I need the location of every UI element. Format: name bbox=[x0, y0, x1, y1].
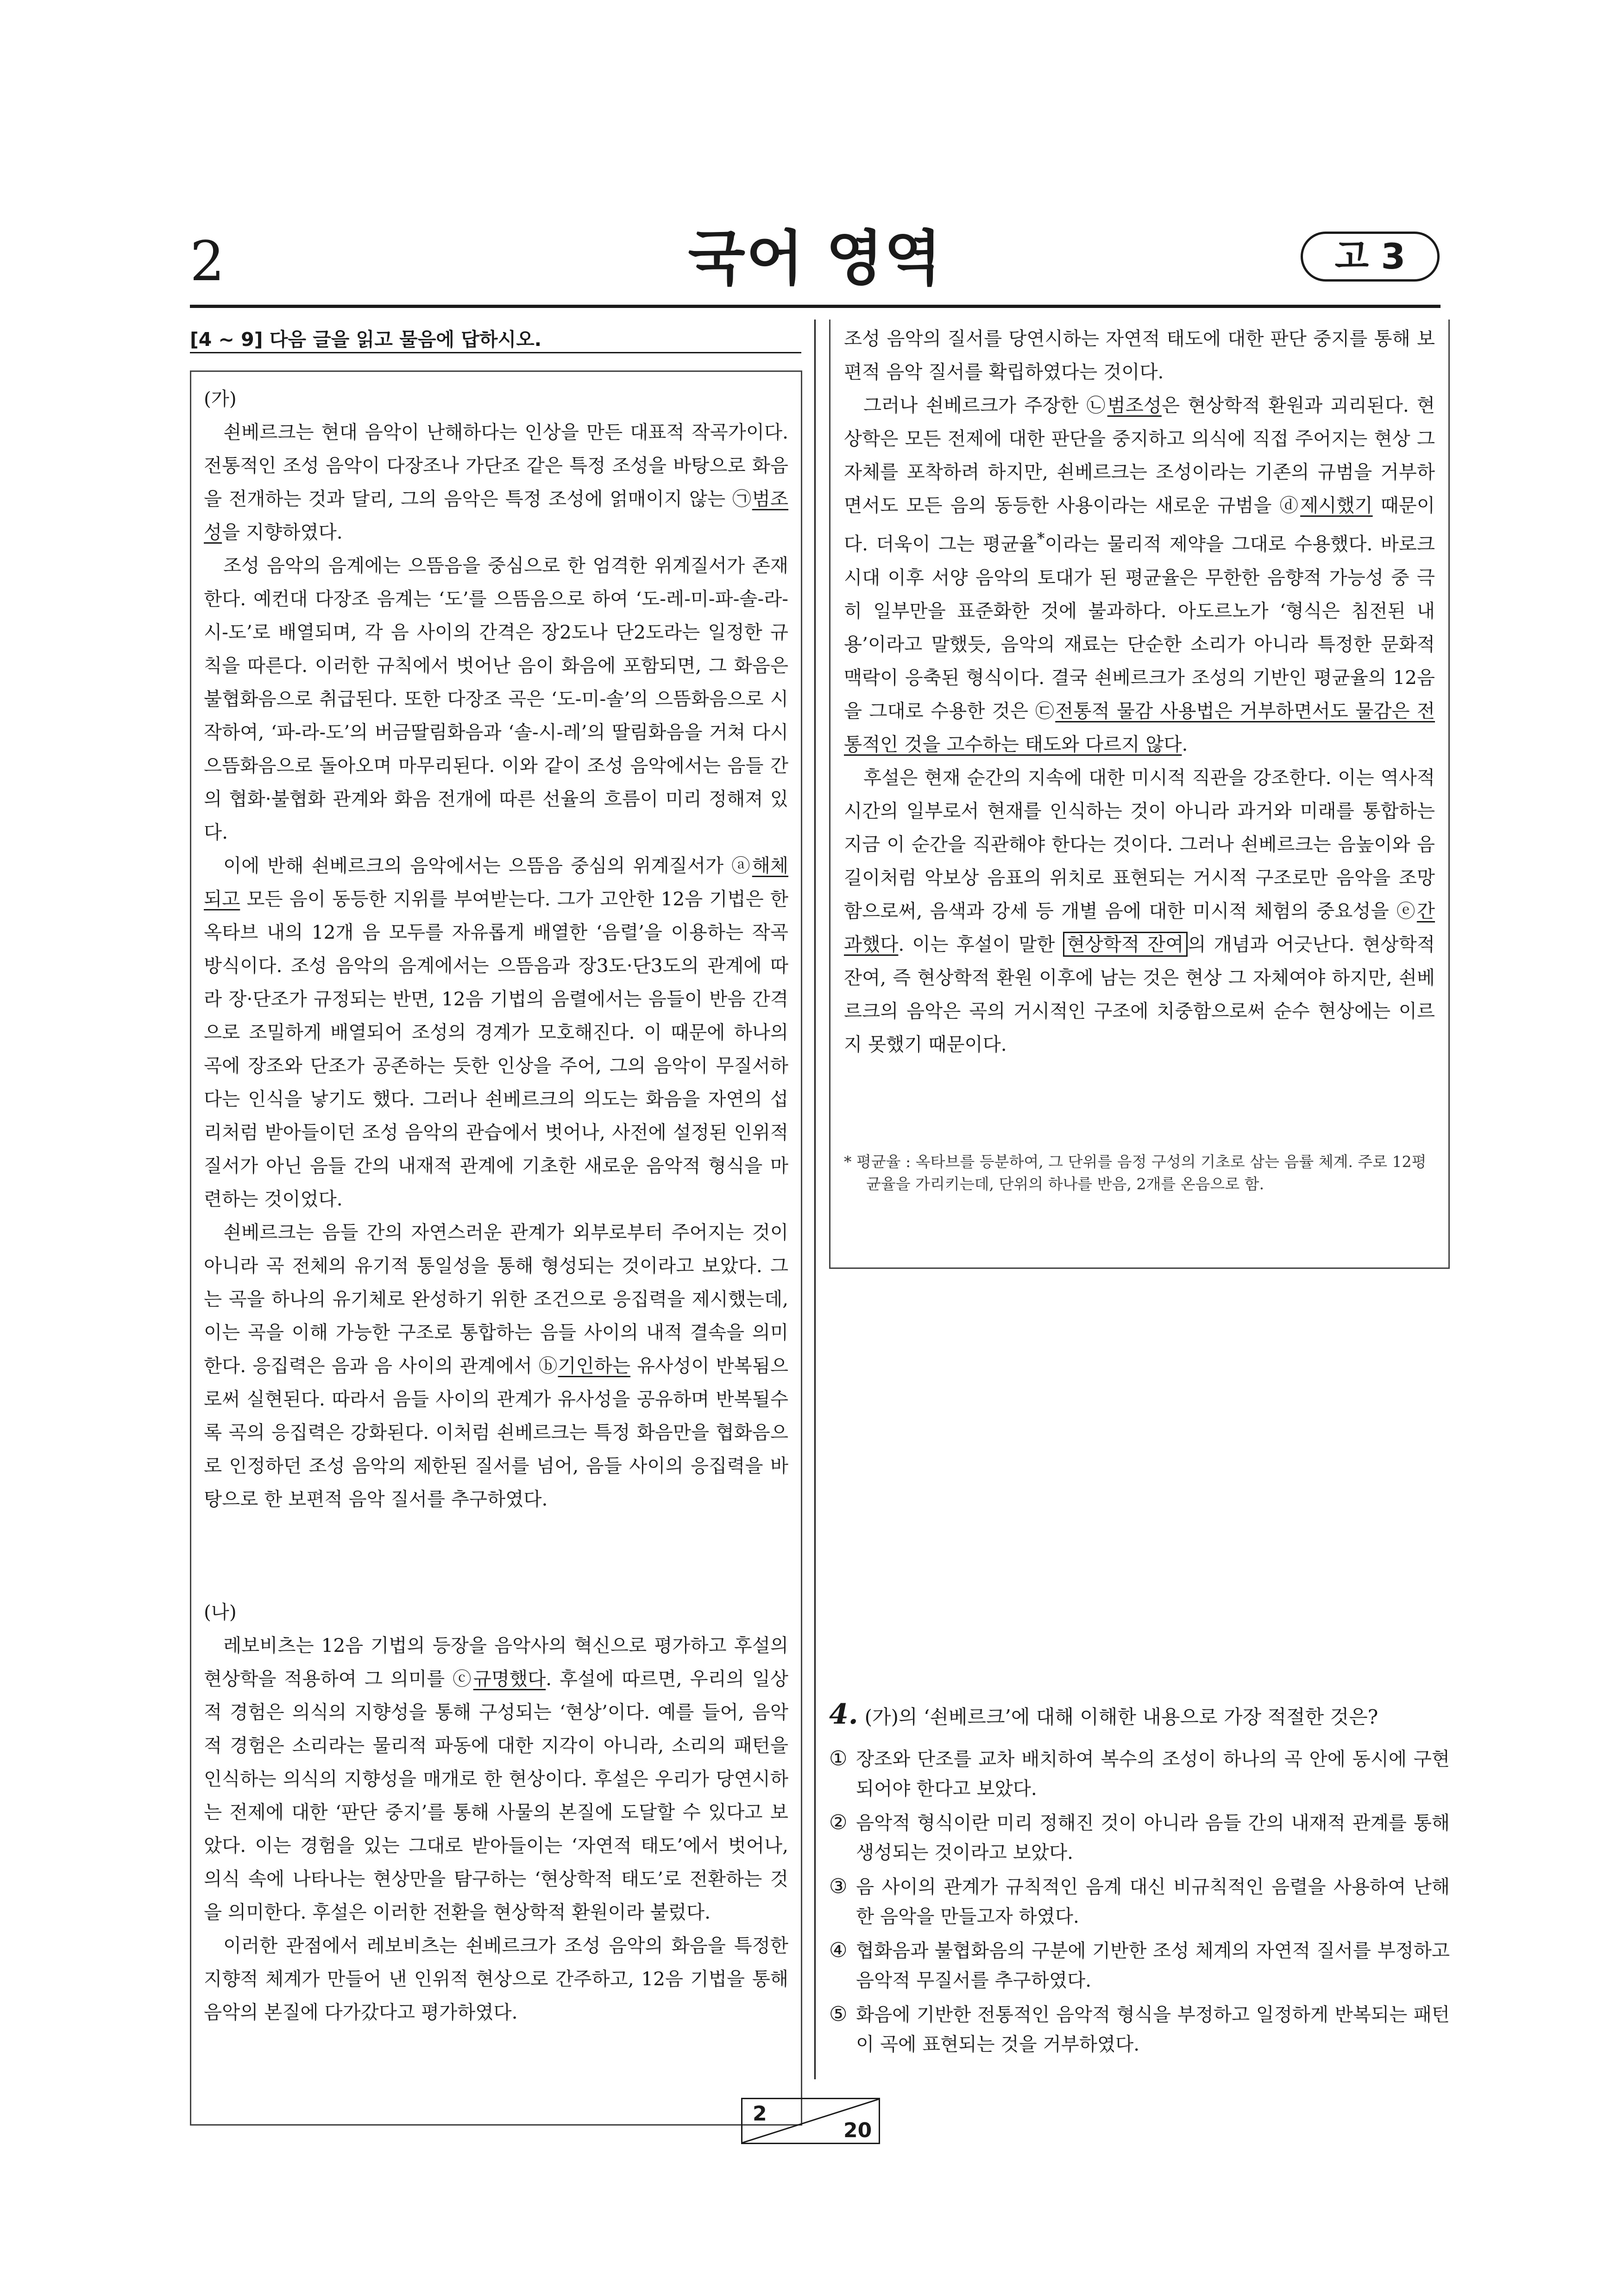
passage-na-label: (나) bbox=[204, 1601, 237, 1623]
column-divider bbox=[814, 320, 816, 2079]
underlined-term: 범조성 bbox=[1107, 394, 1162, 416]
paragraph: 레보비츠는 12음 기법의 등장을 음악사의 혁신으로 평가하고 후설의 현상학을 적용하여 그 의미를 ⓒ규명했다. 후설에 따르면, 우리의 일상적 경험은 의식의 지향성을 통해 구성되는 ‘현상’이다. 예를 들어, 음악적 경험은 소리라는 물리적 파동에 대한 지각이 아니라, 소리의 패턴을 인식하는 의식의 지향성을 매개로 한 현상이다. 후설은 우리가 당연시하는 전제에 대한 ‘판단 중지’를 통해 사물의 본질에 도달할 수 있다고 보았다. 이는 경험을 있는 그대로 받아들이는 ‘자연적 태도’에서 벗어나, 의식 속에 나타나는 현상만을 탐구하는 ‘현상학적 태도’로 전환하는 것을 의미한다. 후설은 이러한 전환을 현상학적 환원이라 불렀다. bbox=[204, 1634, 788, 1923]
mark-e: ⓔ bbox=[1396, 899, 1417, 922]
pager-current: 2 bbox=[753, 2102, 767, 2126]
question-4 bbox=[829, 1700, 1450, 2064]
paragraph: 조성 음악의 질서를 당연시하는 자연적 태도에 대한 판단 중지를 통해 보편적 음악 질서를 확립하였다는 것이다. bbox=[844, 327, 1435, 383]
passage-ga bbox=[204, 382, 788, 1516]
footnote-star: * bbox=[1037, 529, 1045, 547]
choice-mark: ④ bbox=[829, 1938, 848, 1962]
grade-badge: 고 3 bbox=[1301, 232, 1440, 282]
choice-3[interactable] bbox=[829, 1872, 1450, 1931]
question-text: (가)의 ‘쇤베르크’에 대해 이해한 내용으로 가장 적절한 것은? bbox=[864, 1706, 1378, 1728]
choice-text: 화음에 기반한 전통적인 음악적 형식을 부정하고 일정하게 반복되는 패턴이 곡에 표현되는 것을 거부하였다. bbox=[856, 2003, 1450, 2055]
mark-d: ⓓ bbox=[1279, 494, 1301, 516]
paragraph: 조성 음악의 음계에는 으뜸음을 중심으로 한 엄격한 위계질서가 존재한다. 예컨대 다장조 음계는 ‘도’를 으뜸음으로 하여 ‘도-레-미-파-솔-라-시-도’로 배열되며, 각 음 사이의 간격은 장2도나 단2도라는 일정한 규칙을 따른다. 이러한 규칙에서 벗어난 음이 화음에 포함되면, 그 화음은 불협화음으로 취급된다. 또한 다장조 곡은 ‘도-미-솔’의 으뜸화음으로 시작하여, ‘파-라-도’의 버금딸림화음과 ‘솔-시-레’의 딸림화음을 거쳐 다시 으뜸화음으로 돌아오며 마무리된다. 이와 같이 조성 음악에서는 음들 간의 협화·불협화 관계와 화음 전개에 따른 선율의 흐름이 미리 정해져 있다. bbox=[204, 554, 788, 843]
passage-ga-label: (가) bbox=[204, 388, 237, 410]
paragraph: 쇤베르크는 음들 간의 자연스러운 관계가 외부로부터 주어지는 것이 아니라 곡 전체의 유기적 통일성을 통해 형성되는 것이라고 보았다. 그는 곡을 하나의 유기체로 완성하기 위한 조건으로 응집력을 제시했는데, 이는 곡을 이해 가능한 구조로 통합하는 음들 사이의 내적 결속을 의미한다. 응집력은 음과 음 사이의 관계에서 ⓑ기인하는 유사성이 반복됨으로써 실현된다. 따라서 음들 사이의 관계가 유사성을 공유하며 반복될수록 곡의 응집력은 강화된다. 이처럼 쇤베르크는 특정 화음만을 협화음으로 인정하던 조성 음악의 제한된 질서를 넘어, 음들 사이의 응집력을 바탕으로 한 보편적 음악 질서를 추구하였다. bbox=[204, 1221, 789, 1510]
mark-giyeok: ㉠ bbox=[732, 488, 752, 510]
choice-4[interactable] bbox=[829, 1936, 1450, 1995]
paragraph: 그러나 쇤베르크가 주장한 ㉡범조성은 현상학적 환원과 괴리된다. 현상학은 모든 전제에 대한 판단을 중지하고 의식에 직접 주어지는 현상 그 자체를 포착하려 하지만, 쇤베르크는 조성이라는 기존의 규범을 거부하면서도 모든 음의 동등한 사용이라는 새로운 규범을 ⓓ제시했기 때문이다. 더욱이 그는 평균율*이라는 물리적 제약을 그대로 수용했다. 바로크 시대 이후 서양 음악의 토대가 된 평균율은 무한한 음향적 가능성 중 극히 일부만을 표준화한 것에 불과하다. 아도르노가 ‘형식은 침전된 내용’이라고 말했듯, 음악의 재료는 단순한 소리가 아니라 특정한 문화적 맥락이 응축된 형식이다. 결국 쇤베르크가 조성의 기반인 평균율의 12음을 그대로 수용한 것은 ㉢전통적 물감 사용법은 거부하면서도 물감은 전통적인 것을 고수하는 태도와 다르지 않다. bbox=[844, 394, 1435, 755]
footnote bbox=[844, 1151, 1435, 1195]
choice-mark: ② bbox=[829, 1811, 848, 1834]
pager-total: 20 bbox=[843, 2119, 872, 2142]
mark-nieun: ㉡ bbox=[1086, 394, 1107, 416]
question-stem bbox=[829, 1700, 1450, 1732]
question-number: 4. bbox=[829, 1698, 858, 1731]
instruction-rule bbox=[190, 352, 801, 353]
mark-c: ⓒ bbox=[453, 1668, 473, 1690]
subject-title: 국어 영역 bbox=[688, 224, 943, 293]
underlined-term: 기인하는 bbox=[558, 1355, 631, 1377]
choice-mark: ⑤ bbox=[829, 2002, 848, 2026]
boxed-term: 현상학적 잔여 bbox=[1063, 932, 1188, 957]
choice-2[interactable] bbox=[829, 1808, 1450, 1867]
instruction-text: [4 ~ 9] 다음 글을 읽고 물음에 답하시오. bbox=[190, 328, 542, 351]
page-number: 2 bbox=[190, 229, 225, 293]
footnote-text: * 평균율 : 옥타브를 등분하여, 그 단위를 음정 구성의 기초로 삼는 음률 체계. 주로 12평균율을 가리키는데, 단위의 하나를 반음, 2개를 온음으로 함. bbox=[844, 1153, 1427, 1193]
passage-na-continued bbox=[844, 322, 1435, 1061]
underlined-term: 간과했다 bbox=[844, 899, 1435, 955]
choice-text: 장조와 단조를 교차 배치하여 복수의 조성이 하나의 곡 안에 동시에 구현되어야 한다고 보았다. bbox=[856, 1748, 1450, 1800]
underlined-term: 제시했기 bbox=[1300, 494, 1373, 516]
underlined-phrase: 전통적 물감 사용법은 거부하면서도 물감은 전통적인 것을 고수하는 태도와 다르지 않다 bbox=[844, 699, 1435, 755]
mark-b: ⓑ bbox=[538, 1355, 558, 1377]
underlined-term: 규명했다 bbox=[473, 1668, 546, 1690]
choice-1[interactable] bbox=[829, 1744, 1450, 1803]
mark-digeut: ㉢ bbox=[1035, 699, 1056, 722]
paragraph: 이러한 관점에서 레보비츠는 쇤베르크가 조성 음악의 화음을 특정한 지향적 체계가 만들어 낸 인위적 현상으로 간주하고, 12음 기법을 통해 음악의 본질에 다가갔다고 평가하였다. bbox=[204, 1934, 788, 2023]
choice-text: 음악적 형식이란 미리 정해진 것이 아니라 음들 간의 내재적 관계를 통해 생성되는 것이라고 보았다. bbox=[856, 1812, 1450, 1863]
paragraph: 후설은 현재 순간의 지속에 대한 미시적 직관을 강조한다. 이는 역사적 시간의 일부로서 현재를 인식하는 것이 아니라 과거와 미래를 통합하는 지금 이 순간을 직관해야 한다는 것이다. 그러나 쇤베르크는 음높이와 음길이처럼 악보상 음표의 위치로 표현되는 거시적 구조로만 음악을 조망함으로써, 음색과 강세 등 개별 음에 대한 미시적 체험의 중요성을 ⓔ간과했다. 이는 후설이 말한 현상학적 잔여 의 개념과 어긋난다. 현상학적 잔여, 즉 현상학적 환원 이후에 남는 것은 현상 그 자체여야 하지만, 쇤베르크의 음악은 곡의 거시적인 구조에 치중함으로써 순수 현상에는 이르지 못했기 때문이다. bbox=[844, 766, 1435, 1055]
paragraph: 쇤베르크는 현대 음악이 난해하다는 인상을 만든 대표적 작곡가이다. 전통적인 조성 음악이 다장조나 가단조 같은 특정 조성을 바탕으로 화음을 전개하는 것과 달리, 그의 음악은 특정 조성에 얽매이지 않는 ㉠범조성을 지향하였다. bbox=[204, 421, 789, 543]
choice-mark: ③ bbox=[829, 1875, 848, 1898]
underlined-term: 범조성 bbox=[204, 488, 789, 543]
passage-na bbox=[204, 1595, 788, 2029]
mark-a: ⓐ bbox=[731, 854, 752, 877]
page-counter bbox=[741, 2098, 880, 2144]
choice-mark: ① bbox=[829, 1747, 848, 1770]
paragraph: 이에 반해 쇤베르크의 음악에서는 으뜸음 중심의 위계질서가 ⓐ해체되고 모든 음이 동등한 지위를 부여받는다. 그가 고안한 12음 기법은 한 옥타브 내의 12개 음 모두를 자유롭게 배열한 ‘음렬’을 이용하는 작곡 방식이다. 조성 음악의 음계에서는 으뜸음과 장3도·단3도의 관계에 따라 장·단조가 규정되는 반면, 12음 기법의 음렬에서는 음들이 반음 간격으로 조밀하게 배열되어 조성의 경계가 모호해진다. 이 때문에 하나의 곡에 장조와 단조가 공존하는 듯한 인상을 주어, 그의 음악이 무질서하다는 인식을 낳기도 했다. 그러나 쇤베르크의 의도는 화음을 자연의 섭리처럼 받아들이던 조성 음악의 관습에서 벗어나, 사전에 설정된 인위적 질서가 아닌 음들 간의 내재적 관계에 기초한 새로운 음악적 형식을 마련하는 것이었다. bbox=[204, 854, 788, 1210]
underlined-term: 해체되고 bbox=[204, 854, 788, 910]
choice-text: 협화음과 불협화음의 구분에 기반한 조성 체계의 자연적 질서를 부정하고 음악적 무질서를 추구하였다. bbox=[856, 1939, 1450, 1991]
choice-5[interactable] bbox=[829, 2000, 1450, 2059]
choice-text: 음 사이의 관계가 규칙적인 음계 대신 비규칙적인 음렬을 사용하여 난해한 음악을 만들고자 하였다. bbox=[856, 1876, 1450, 1927]
header-rule bbox=[190, 305, 1441, 308]
